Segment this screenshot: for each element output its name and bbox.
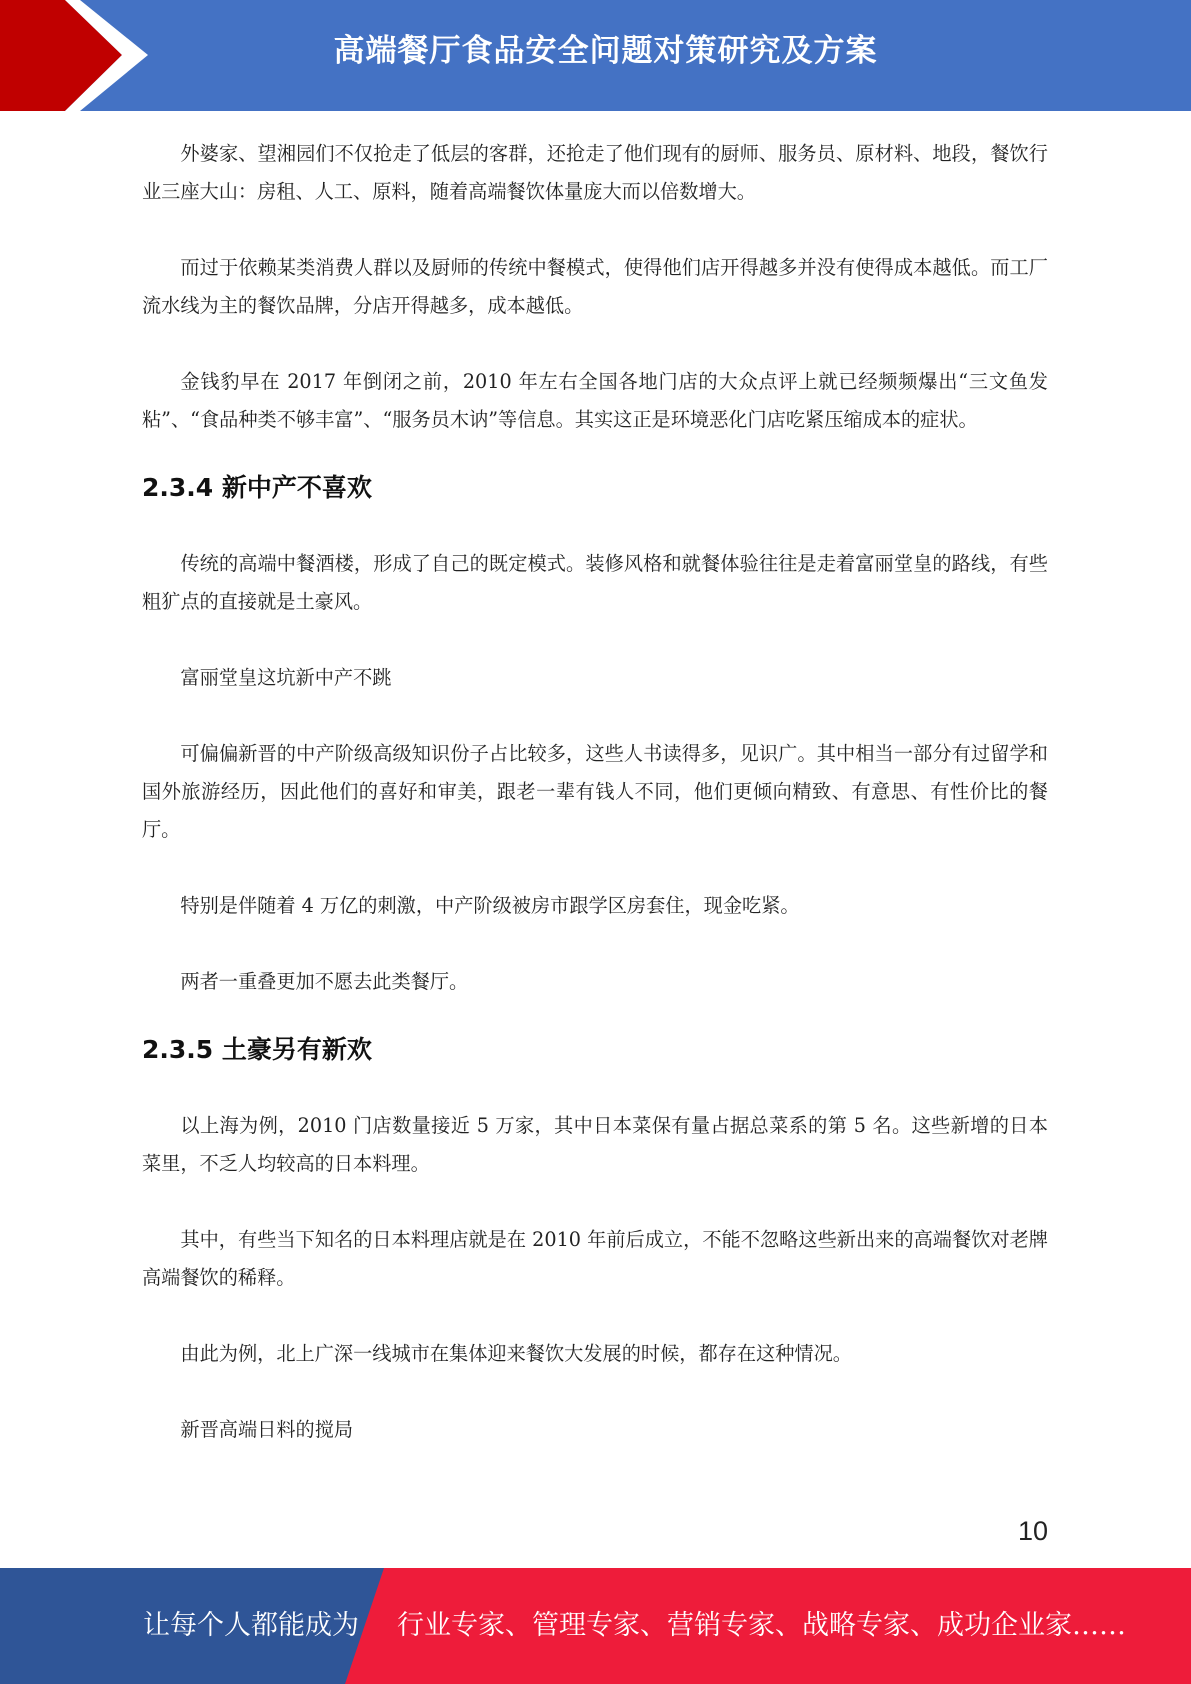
header-title: 高端餐厅食品安全问题对策研究及方案: [333, 33, 878, 69]
paragraph: 新晋高端日料的搅局: [180, 1418, 354, 1441]
page-header: [0, 0, 1191, 111]
document-body: [142, 135, 1048, 1449]
paragraph: 可偏偏新晋的中产阶级高级知识份子占比较多，这些人书读得多，见识广。其中相当一部分有过留学和国外旅游经历，因此他们的喜好和审美，跟老一辈有钱人不同，他们更倾向精致、有意思、有性价比的餐厅。: [142, 742, 1048, 841]
paragraph: 富丽堂皇这坑新中产不跳: [180, 666, 392, 689]
paragraph: 传统的高端中餐酒楼，形成了自己的既定模式。装修风格和就餐体验往往是走着富丽堂皇的路线，有些粗犷点的直接就是土豪风。: [142, 552, 1048, 613]
paragraph: 金钱豹早在 2017 年倒闭之前，2010 年左右全国各地门店的大众点评上就已经频频爆出“三文鱼发粘”、“食品种类不够丰富”、“服务员木讷”等信息。其实这正是环境恶化门店吃紧压缩成本的症状。: [142, 370, 1048, 431]
page-number: 10: [1017, 1516, 1048, 1546]
footer-slogan-right: 行业专家、管理专家、营销专家、战略专家、成功企业家……: [397, 1610, 1126, 1641]
page-footer: [0, 1568, 1191, 1684]
paragraph: 而过于依赖某类消费人群以及厨师的传统中餐模式，使得他们店开得越多并没有使得成本越低。而工厂流水线为主的餐饮品牌，分店开得越多，成本越低。: [142, 256, 1048, 317]
paragraph: 由此为例，北上广深一线城市在集体迎来餐饮大发展的时候，都存在这种情况。: [180, 1342, 852, 1365]
paragraph: 两者一重叠更加不愿去此类餐厅。: [180, 970, 469, 993]
paragraph: 其中，有些当下知名的日本料理店就是在 2010 年前后成立，不能不忽略这些新出来的高端餐饮对老牌高端餐饮的稀释。: [142, 1228, 1048, 1289]
section-heading: 2.3.5 土豪另有新欢: [142, 1035, 372, 1064]
paragraph: 特别是伴随着 4 万亿的刺激，中产阶级被房市跟学区房套住，现金吃紧。: [180, 894, 800, 917]
footer-slogan-left: 让每个人都能成为: [143, 1610, 359, 1641]
paragraph: 外婆家、望湘园们不仅抢走了低层的客群，还抢走了他们现有的厨师、服务员、原材料、地段，餐饮行业三座大山：房租、人工、原料，随着高端餐饮体量庞大而以倍数增大。: [142, 142, 1048, 203]
paragraph: 以上海为例，2010 门店数量接近 5 万家，其中日本菜保有量占据总菜系的第 5 名。这些新增的日本菜里，不乏人均较高的日本料理。: [142, 1114, 1048, 1175]
section-heading: 2.3.4 新中产不喜欢: [142, 473, 372, 502]
